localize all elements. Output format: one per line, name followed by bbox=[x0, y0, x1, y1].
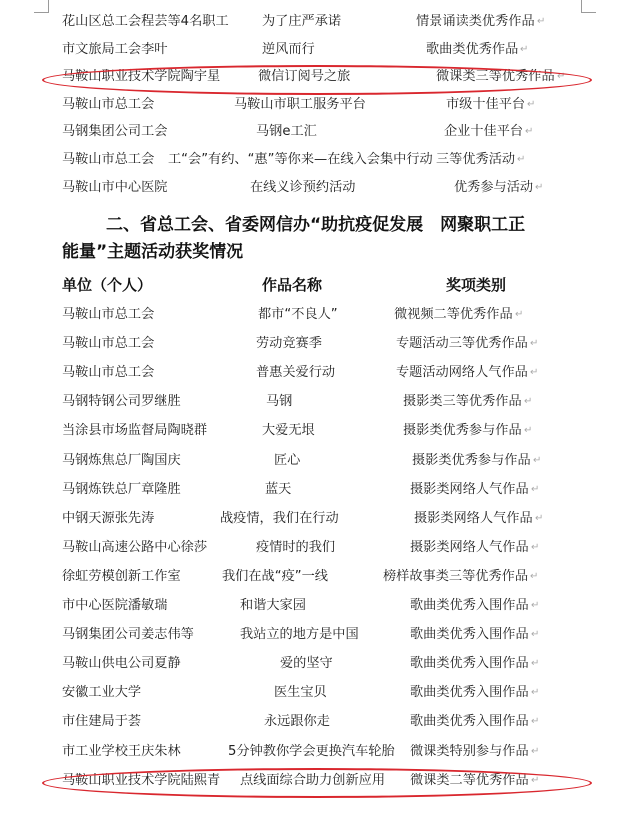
cell-work: 医生宝贝 bbox=[274, 685, 327, 701]
cell-work: 疫情时的我们 bbox=[256, 539, 336, 555]
cell-award: 优秀参与活动 bbox=[454, 179, 534, 195]
cell-work: 逆风而行 bbox=[262, 41, 315, 57]
cell-work: 和谐大家园 bbox=[240, 598, 306, 613]
paragraph-mark-icon: ↵ bbox=[535, 181, 544, 193]
list-item bbox=[0, 479, 632, 501]
list-item bbox=[0, 653, 632, 675]
section-heading-line1: 二、省总工会、省委网信办“助抗疫促发展 网聚职工正 bbox=[106, 215, 526, 235]
cell-work: 微信订阅号之旅 bbox=[258, 69, 351, 85]
paragraph-mark-icon: ↵ bbox=[530, 338, 539, 350]
header-work: 作品名称 bbox=[262, 276, 323, 294]
cell-unit: 马鞍山市总工会 bbox=[62, 365, 155, 381]
cell-unit: 市住建局于荟 bbox=[62, 714, 142, 730]
cell-award: 歌曲类优秀入围作品 bbox=[410, 685, 529, 701]
cell-work: 马钢 bbox=[266, 394, 293, 410]
cell-work: 5分钟教你学会更换汽车轮胎 bbox=[228, 743, 395, 759]
cell-work: 永远跟你走 bbox=[264, 714, 330, 730]
list-item bbox=[0, 741, 632, 763]
cell-work: 匠心 bbox=[274, 452, 301, 468]
section-heading-line2: 能量”主题活动获奖情况 bbox=[62, 242, 244, 262]
paragraph-mark-icon: ↵ bbox=[527, 98, 536, 110]
highlight-oval-top bbox=[42, 65, 592, 95]
cell-work: 都市“不良人” bbox=[258, 307, 338, 322]
list-item bbox=[0, 39, 632, 61]
list-item bbox=[0, 682, 632, 704]
list-item bbox=[0, 391, 632, 413]
cell-unit: 马钢特钢公司罗继胜 bbox=[62, 394, 181, 410]
cell-award: 摄影类优秀参与作品 bbox=[403, 423, 522, 439]
paragraph-mark-icon: ↵ bbox=[531, 716, 540, 728]
cell-award: 摄影类三等优秀作品 bbox=[403, 394, 522, 410]
cell-award: 摄影类优秀参与作品 bbox=[412, 452, 531, 468]
cell-unit: 市工业学校王庆朱林 bbox=[62, 743, 181, 759]
cell-work: 我站立的地方是中国 bbox=[240, 627, 359, 643]
cell-work: 我们在战“疫”一线 bbox=[222, 568, 328, 584]
paragraph-mark-icon: ↵ bbox=[531, 687, 540, 699]
cell-award: 摄影类网络人气作品 bbox=[414, 510, 533, 526]
paragraph-mark-icon: ↵ bbox=[517, 154, 526, 165]
cell-award: 市级十佳平台 bbox=[446, 96, 526, 112]
cell-unit: 徐虹劳模创新工作室 bbox=[62, 568, 181, 584]
highlight-oval-bottom bbox=[42, 768, 592, 798]
paragraph-mark-icon: ↵ bbox=[533, 454, 542, 466]
list-item bbox=[0, 362, 632, 384]
cell-award: 微视频二等优秀作品 bbox=[394, 307, 513, 322]
cell-award: 微课类三等优秀作品 bbox=[436, 69, 555, 85]
cell-award: 专题活动三等优秀作品 bbox=[396, 336, 528, 352]
list-item bbox=[0, 420, 632, 442]
list-item bbox=[0, 149, 632, 171]
paragraph-mark-icon: ↵ bbox=[531, 774, 540, 786]
cell-unit: 马钢炼铁总厂章隆胜 bbox=[62, 481, 181, 497]
cell-unit: 中钢天源张先涛 bbox=[62, 510, 155, 526]
paragraph-mark-icon: ↵ bbox=[530, 570, 539, 582]
paragraph-mark-icon: ↵ bbox=[515, 309, 524, 320]
cell-work: 蓝天 bbox=[265, 481, 292, 497]
paragraph-mark-icon: ↵ bbox=[520, 43, 529, 55]
cell-unit: 马钢炼焦总厂陶国庆 bbox=[62, 452, 181, 468]
paragraph-mark-icon: ↵ bbox=[524, 425, 533, 437]
cell-unit: 市中心医院潘敏瑞 bbox=[62, 598, 168, 613]
cell-unit: 马鞍山供电公司夏静 bbox=[62, 656, 181, 672]
cell-award: 三等优秀活动 bbox=[436, 152, 516, 167]
list-item bbox=[0, 595, 632, 617]
cell-work: 马钢e工汇 bbox=[256, 124, 317, 140]
cell-work: 大爱无垠 bbox=[262, 423, 315, 439]
cell-work: 工“会”有约、“惠”等你来—在线入会集中行动 bbox=[168, 152, 433, 167]
cell-award: 歌曲类优秀作品 bbox=[426, 41, 519, 57]
cell-unit: 马鞍山市总工会 bbox=[62, 307, 155, 322]
cell-unit: 马鞍山市总工会 bbox=[62, 152, 155, 167]
cell-unit: 市文旅局工会李叶 bbox=[62, 41, 168, 57]
cell-work: 普惠关爱行动 bbox=[256, 365, 336, 381]
list-item bbox=[0, 624, 632, 646]
list-item bbox=[0, 304, 632, 326]
list-item bbox=[0, 566, 632, 588]
paragraph-mark-icon: ↵ bbox=[537, 16, 546, 27]
list-item bbox=[0, 450, 632, 472]
table-header bbox=[0, 273, 632, 297]
list-item bbox=[0, 11, 632, 33]
list-item bbox=[0, 508, 632, 530]
cell-unit: 马钢集团公司姜志伟等 bbox=[62, 627, 194, 643]
paragraph-mark-icon: ↵ bbox=[525, 126, 534, 138]
cell-award: 歌曲类优秀入围作品 bbox=[410, 627, 529, 643]
cell-unit: 马鞍山高速公路中心徐莎 bbox=[62, 539, 208, 555]
cell-award: 微课类二等优秀作品 bbox=[410, 772, 529, 788]
cell-unit: 马鞍山市总工会 bbox=[62, 96, 155, 112]
cell-unit: 安徽工业大学 bbox=[62, 685, 142, 701]
cell-award: 专题活动网络人气作品 bbox=[396, 365, 528, 381]
cell-award: 情景诵读类优秀作品 bbox=[416, 14, 535, 29]
paragraph-mark-icon: ↵ bbox=[531, 600, 540, 611]
paragraph-mark-icon: ↵ bbox=[524, 396, 533, 408]
section-heading bbox=[62, 212, 592, 266]
list-item bbox=[0, 177, 632, 199]
list-item bbox=[0, 537, 632, 559]
cell-unit: 花山区总工会程芸等4名职工 bbox=[62, 14, 229, 29]
paragraph-mark-icon: ↵ bbox=[535, 512, 544, 524]
header-award: 奖项类别 bbox=[446, 276, 507, 294]
cell-award: 摄影类网络人气作品 bbox=[410, 539, 529, 555]
cell-unit: 马鞍山职业技术学院陶宇星 bbox=[62, 69, 221, 85]
cell-work: 在线义诊预约活动 bbox=[250, 179, 356, 195]
paragraph-mark-icon: ↵ bbox=[557, 71, 566, 83]
paragraph-mark-icon: ↵ bbox=[531, 483, 540, 495]
paragraph-mark-icon: ↵ bbox=[531, 658, 540, 670]
cell-work: 爱的坚守 bbox=[280, 656, 333, 672]
cell-work: 马鞍山市职工服务平台 bbox=[234, 96, 366, 112]
cell-award: 微课类特别参与作品 bbox=[410, 743, 529, 759]
list-item bbox=[0, 94, 632, 116]
cell-award: 榜样故事类三等优秀作品 bbox=[383, 568, 529, 584]
list-item bbox=[0, 333, 632, 355]
cell-unit: 当涂县市场监督局陶晓群 bbox=[62, 423, 208, 439]
cell-work: 点线面综合助力创新应用 bbox=[240, 772, 386, 788]
paragraph-mark-icon: ↵ bbox=[531, 541, 540, 553]
cell-unit: 马鞍山市中心医院 bbox=[62, 179, 168, 195]
list-item bbox=[0, 711, 632, 733]
paragraph-mark-icon: ↵ bbox=[530, 367, 539, 379]
cell-work: 劳动竞赛季 bbox=[256, 336, 322, 352]
cell-award: 歌曲类优秀入围作品 bbox=[410, 656, 529, 672]
cell-unit: 马鞍山职业技术学院陆熙青 bbox=[62, 772, 221, 788]
paragraph-mark-icon: ↵ bbox=[531, 745, 540, 757]
cell-work: 战疫情，我们在行动 bbox=[220, 510, 339, 526]
cell-unit: 马鞍山市总工会 bbox=[62, 336, 155, 352]
cell-unit: 马钢集团公司工会 bbox=[62, 124, 168, 140]
cell-award: 歌曲类优秀入围作品 bbox=[410, 714, 529, 730]
cell-award: 歌曲类优秀入围作品 bbox=[410, 598, 529, 613]
cell-award: 摄影类网络人气作品 bbox=[410, 481, 529, 497]
list-item bbox=[0, 121, 632, 143]
paragraph-mark-icon: ↵ bbox=[531, 629, 540, 641]
cell-work: 为了庄严承诺 bbox=[262, 14, 342, 29]
cell-award: 企业十佳平台 bbox=[444, 124, 524, 140]
header-unit: 单位（个人） bbox=[62, 276, 153, 294]
